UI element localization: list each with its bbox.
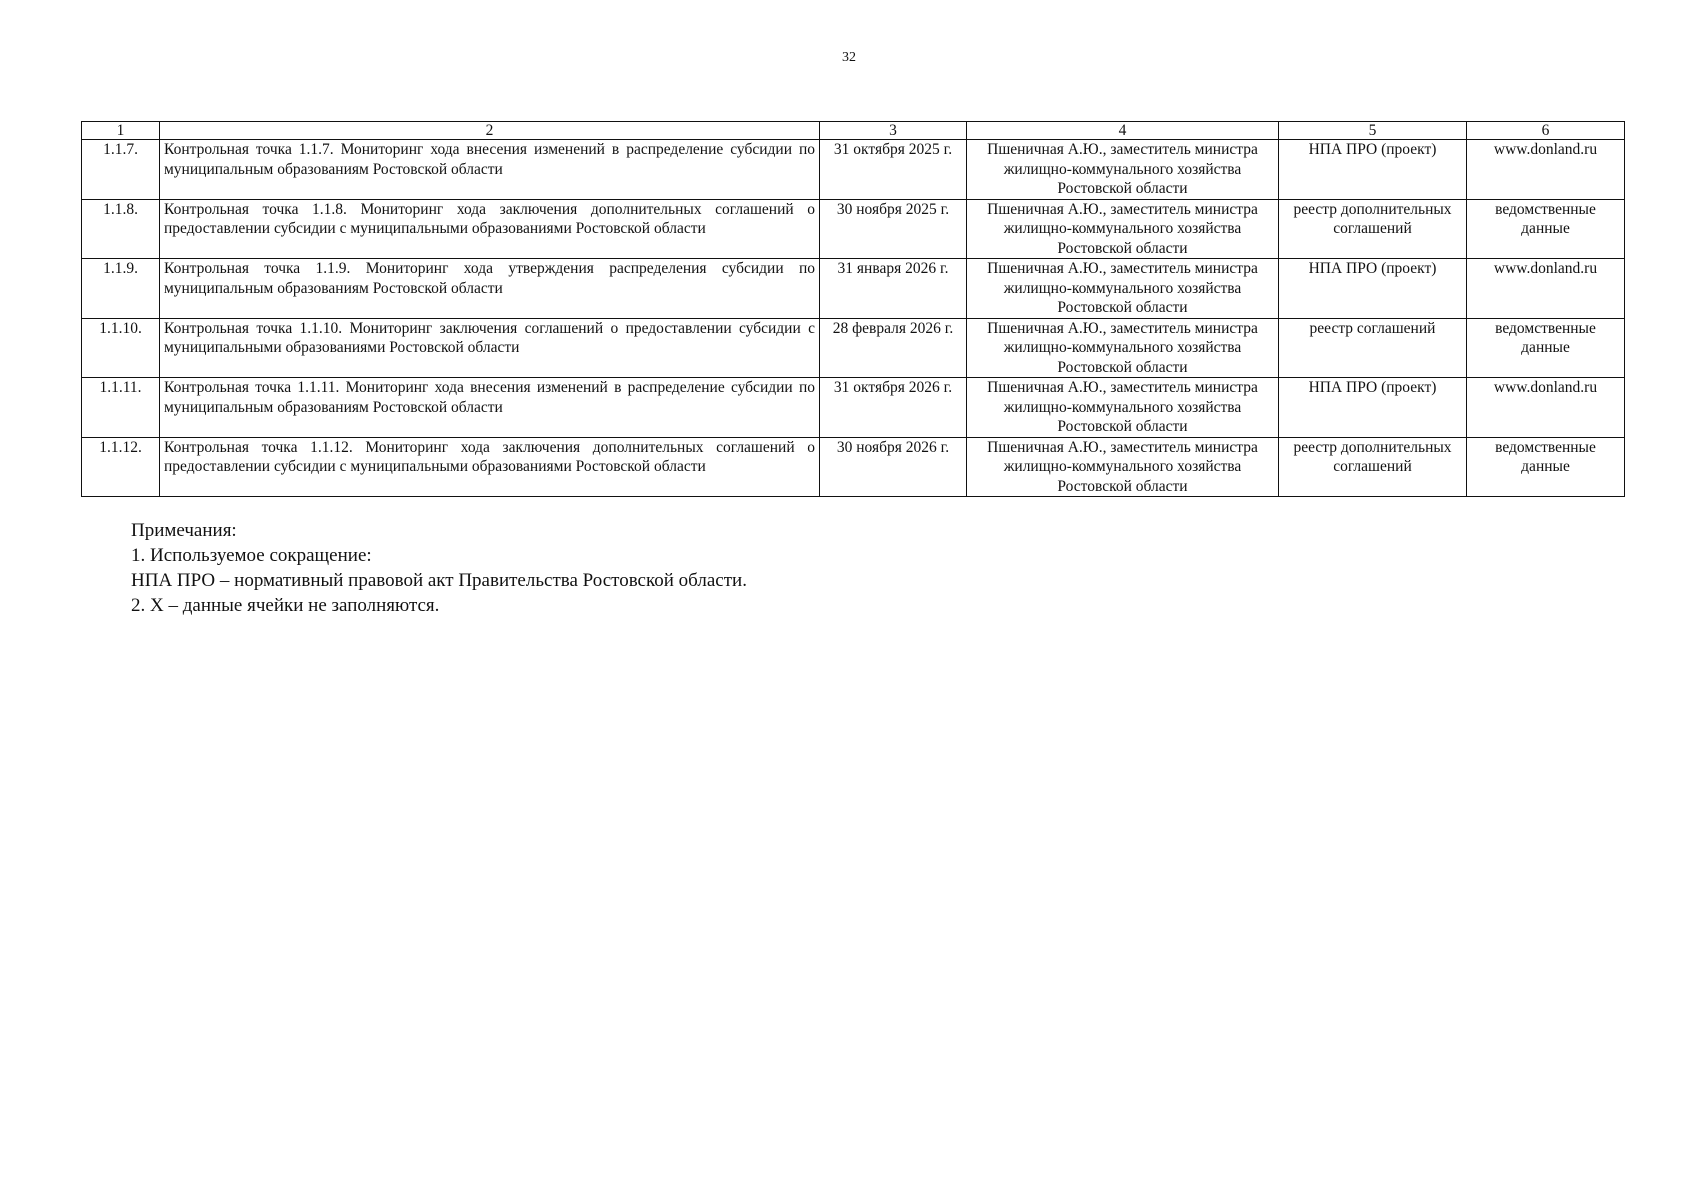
table-row [82,140,1625,200]
document-type: НПА ПРО (проект) [1279,140,1467,200]
control-point-name: Контрольная точка 1.1.8. Мониторинг хода заключения дополнительных соглашений о предоставлении субсидии с муниципальными образованиями Ростовской области [160,199,820,259]
column-header: 6 [1467,122,1625,140]
note-line: 2. Х – данные ячейки не заполняются. [131,595,440,616]
information-source: ведомственные данные [1467,199,1625,259]
deadline-date: 30 ноября 2026 г. [820,437,967,497]
table-row [82,199,1625,259]
column-header: 5 [1279,122,1467,140]
row-number: 1.1.11. [82,378,160,438]
document-type: реестр дополнительных соглашений [1279,437,1467,497]
control-point-name: Контрольная точка 1.1.10. Мониторинг заключения соглашений о предоставлении субсидии с муниципальными образованиями Ростовской области [160,318,820,378]
responsible-person: Пшеничная А.Ю., заместитель министра жилищно-коммунального хозяйства Ростовской области [967,318,1279,378]
responsible-person: Пшеничная А.Ю., заместитель министра жилищно-коммунального хозяйства Ростовской области [967,437,1279,497]
notes-title: Примечания: [131,520,237,541]
notes-section [131,518,747,618]
note-line: НПА ПРО – нормативный правовой акт Правительства Ростовской области. [131,570,747,591]
row-number: 1.1.8. [82,199,160,259]
column-header: 4 [967,122,1279,140]
control-point-name: Контрольная точка 1.1.9. Мониторинг хода утверждения распределения субсидии по муниципальным образованиям Ростовской области [160,259,820,319]
table-header-row [82,122,1625,140]
deadline-date: 31 января 2026 г. [820,259,967,319]
row-number: 1.1.12. [82,437,160,497]
information-source: www.donland.ru [1467,259,1625,319]
table-row [82,259,1625,319]
control-point-name: Контрольная точка 1.1.7. Мониторинг хода внесения изменений в распределение субсидии по муниципальным образованиям Ростовской области [160,140,820,200]
row-number: 1.1.10. [82,318,160,378]
column-header: 1 [82,122,160,140]
deadline-date: 28 февраля 2026 г. [820,318,967,378]
responsible-person: Пшеничная А.Ю., заместитель министра жилищно-коммунального хозяйства Ростовской области [967,378,1279,438]
document-type: НПА ПРО (проект) [1279,259,1467,319]
table-row [82,437,1625,497]
deadline-date: 31 октября 2025 г. [820,140,967,200]
row-number: 1.1.9. [82,259,160,319]
control-point-name: Контрольная точка 1.1.12. Мониторинг хода заключения дополнительных соглашений о предоставлении субсидии с муниципальными образованиями Ростовской области [160,437,820,497]
row-number: 1.1.7. [82,140,160,200]
column-header: 2 [160,122,820,140]
table-row [82,318,1625,378]
control-point-name: Контрольная точка 1.1.11. Мониторинг хода внесения изменений в распределение субсидии по муниципальным образованиям Ростовской области [160,378,820,438]
responsible-person: Пшеничная А.Ю., заместитель министра жилищно-коммунального хозяйства Ростовской области [967,140,1279,200]
document-type: реестр дополнительных соглашений [1279,199,1467,259]
note-line: 1. Используемое сокращение: [131,545,372,566]
deadline-date: 30 ноября 2025 г. [820,199,967,259]
column-header: 3 [820,122,967,140]
responsible-person: Пшеничная А.Ю., заместитель министра жилищно-коммунального хозяйства Ростовской области [967,259,1279,319]
page-number: 32 [842,50,856,65]
control-points-table [81,121,1625,497]
information-source: www.donland.ru [1467,378,1625,438]
information-source: ведомственные данные [1467,437,1625,497]
deadline-date: 31 октября 2026 г. [820,378,967,438]
information-source: ведомственные данные [1467,318,1625,378]
table-row [82,378,1625,438]
document-type: НПА ПРО (проект) [1279,378,1467,438]
document-type: реестр соглашений [1279,318,1467,378]
information-source: www.donland.ru [1467,140,1625,200]
responsible-person: Пшеничная А.Ю., заместитель министра жилищно-коммунального хозяйства Ростовской области [967,199,1279,259]
